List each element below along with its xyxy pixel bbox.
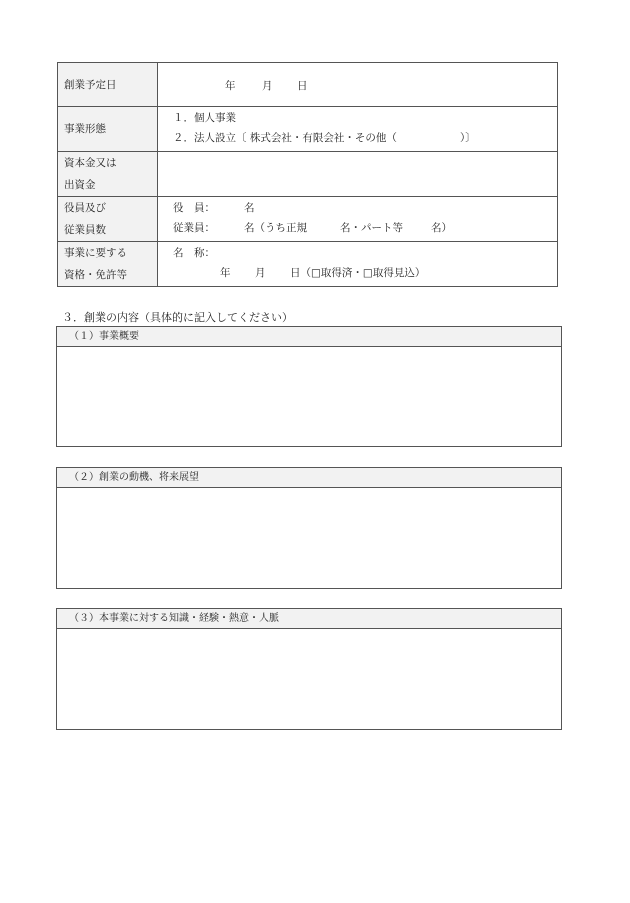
start-date-field[interactable] — [158, 63, 558, 107]
option-corporation[interactable]: ２．法人設立〔 株式会社・有限会社・その他（ — [173, 132, 397, 144]
capital-field[interactable] — [158, 152, 558, 197]
licenses-field[interactable] — [158, 242, 558, 287]
corporation-close: ）〕 — [460, 132, 476, 144]
employees-close: 名） — [431, 222, 452, 234]
motivation-box[interactable] — [56, 467, 562, 589]
license-status[interactable]: 日（□取得済・□取得見込） — [290, 267, 426, 279]
start-date-day: 日 — [297, 80, 308, 92]
employees-label: 従業員： — [173, 222, 215, 234]
business-form-field[interactable] — [158, 107, 558, 152]
start-date-month: 月 — [262, 80, 273, 92]
label-staff: 役員及び 従業員数 — [58, 197, 158, 242]
employees-regular: 名（うち正規 — [244, 222, 307, 234]
label-business-form: 事業形態 — [58, 107, 158, 152]
staff-field[interactable] — [158, 197, 558, 242]
label-start-date: 創業予定日 — [58, 63, 158, 107]
label-capital: 資本金又は 出資金 — [58, 152, 158, 197]
start-date-year: 年 — [225, 80, 236, 92]
motivation-header: （２）創業の動機、将来展望 — [57, 468, 561, 488]
officers-label: 役 員： — [173, 202, 215, 214]
license-month: 月 — [255, 267, 266, 279]
section-title: ３．創業の内容（具体的に記入してください） — [62, 311, 293, 324]
license-name-label: 名 称： — [173, 247, 215, 259]
option-sole-proprietor[interactable]: １．個人事業 — [173, 112, 236, 124]
label-licenses: 事業に要する 資格・免許等 — [58, 242, 158, 287]
officers-unit: 名 — [244, 202, 255, 214]
info-table — [57, 62, 558, 287]
license-year: 年 — [220, 267, 231, 279]
employees-part: 名・パート等 — [340, 222, 403, 234]
knowledge-box[interactable] — [56, 608, 562, 730]
knowledge-header: （３）本事業に対する知識・経験・熱意・人脈 — [57, 609, 561, 629]
business-overview-header: （１）事業概要 — [57, 327, 561, 347]
business-overview-box[interactable] — [56, 326, 562, 447]
